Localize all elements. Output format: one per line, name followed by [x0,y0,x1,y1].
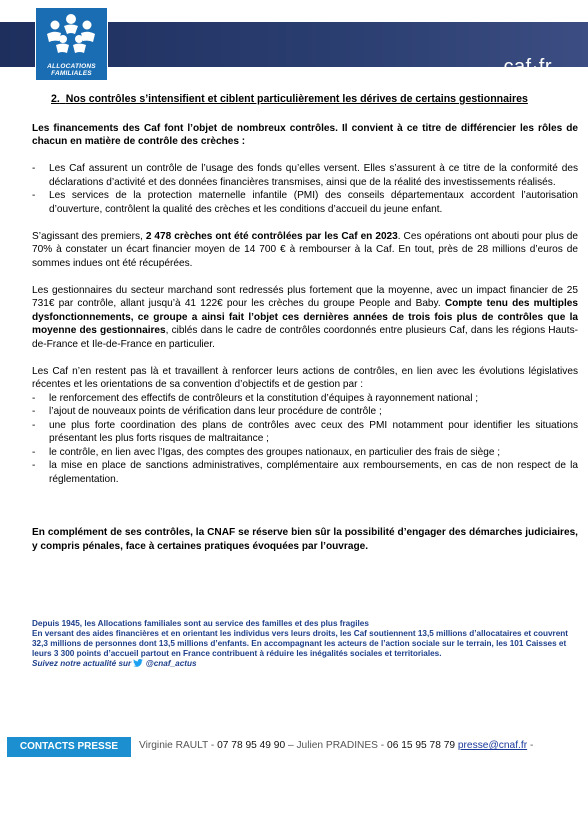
phone-number[interactable]: 07 78 95 49 90 [217,740,286,751]
intro-paragraph: Les financements des Caf font l’objet de nombreux contrôles. Il convient à ce titre de différencier les rôles de chacun en matière de contrôle des crèches : [32,122,578,147]
press-email-link[interactable]: presse@cnaf.fr [457,740,528,751]
logo-caption: ALLOCATIONS FAMILIALES [47,63,96,77]
list-item: - le contrôle, en lien avec l’Igas, des comptes des groupes nationaux, en particulier des frais de siège ; [32,446,578,460]
list-item: - le renforcement des effectifs de contrôleurs et la constitution d’équipes à rayonnement national ; [32,392,578,406]
phone-number[interactable]: 06 15 95 78 79 [387,740,456,751]
marchand-paragraph: Les gestionnaires du secteur marchand sont redressés plus fortement que la moyenne, avec un impact financier de 25 731€ par contrôle, allant jusqu’à 41 122€ pour les crèches du groupe People and Baby. Compte tenu des multiples dysfonctionnements, ce groupe a ainsi fait l’objet ces dernières années de trois fois plus de contrôles que la moyenne des gestionnaires, ciblés dans le cadre de contrôles coordonnés entre plusieurs Caf, dans les régions Hauts-de-France et Ile-de-France en particulier. [32,284,579,350]
conclusion-paragraph: En complément de ses contrôles, la CNAF se réserve bien sûr la possibilité d’engager des démarches judiciaires, y compris pénales, face à certaines pratiques évoquées par l’ouvrage. [32,527,578,552]
footer-line: En versant des aides financières et en orientant les individus vers leurs droits, les Caf soutiennent 13,5 millions d’allocataires et couvrent 32,3 millions de personnes dont 13,5 millions d’enfants. En accompagnant les acteurs de l’action sociale sur le terrain, les 101 Caisses et leurs 3 300 points d’accueil partout en France contribuent à réduire les inégalités sociales et territoriales. [32,629,569,658]
contacts-presse-label: CONTACTS PRESSE [7,737,131,757]
section-title: 2. Nos contrôles s’intensifient et ciblent particulièrement les dérives de certains gestionnaires [51,93,528,105]
list-item: - une plus forte coordination des plans de contrôles avec ceux des PMI notamment pour identifier les situations présentant les plus forts risques de maltraitance ; [32,419,578,446]
twitter-bird-icon [133,659,143,667]
press-contacts-line: Virginie RAULT - 07 78 95 49 90 – Julien PRADINES - 06 15 95 78 79 presse@cnaf.fr - [139,740,534,751]
footer-line: Depuis 1945, les Allocations familiales sont au service des familles et des plus fragiles [32,619,369,628]
caf-fr-logo[interactable]: caf·fr [503,56,552,78]
list-item: - Les Caf assurent un contrôle de l’usage des fonds qu’elles versent. Elles s’assurent à ce titre de la conformité des déclarations d’activité et des données financières transmises, ainsi que de la réalité des investissements réalisés. [32,162,578,189]
actions-list [32,392,578,487]
list-item: - Les services de la protection maternelle infantile (PMI) des conseils départementaux accordent l’autorisation d’ouverture, contrôlent la qualité des crèches et les conditions d’accueil du jeune enfant. [32,189,578,216]
allocations-familiales-logo[interactable] [35,7,108,81]
actions-intro-paragraph: Les Caf n’en restent pas là et travaillent à renforcer leurs actions de contrôles, en lien avec les évolutions législatives récentes et les orientations de sa convention d’objectifs et de gestion par : [32,365,578,390]
crèches-controls-paragraph: S’agissant des premiers, 2 478 crèches ont été contrôlées par les Caf en 2023. Ces opérations ont abouti pour plus de 70% à constater un écart financier moyen de 14 700 € à rembourser à la Caf. En tout, près de 28 millions d’euros de sommes indues ont été récupérées. [32,230,578,269]
main-content [32,93,578,567]
about-caf-footer [32,619,578,669]
roles-list [32,162,578,216]
family-figures-icon [42,12,100,60]
list-item: - la mise en place de sanctions administratives, complémentaire aux remboursements, en cas de non respect de la réglementation. [32,459,578,486]
list-item: - l’ajout de nouveaux points de vérification dans leur procédure de contrôle ; [32,405,578,419]
twitter-handle-link[interactable]: @cnaf_actus [145,659,197,668]
follow-line: Suivez notre actualité sur @cnaf_actus [32,659,197,668]
